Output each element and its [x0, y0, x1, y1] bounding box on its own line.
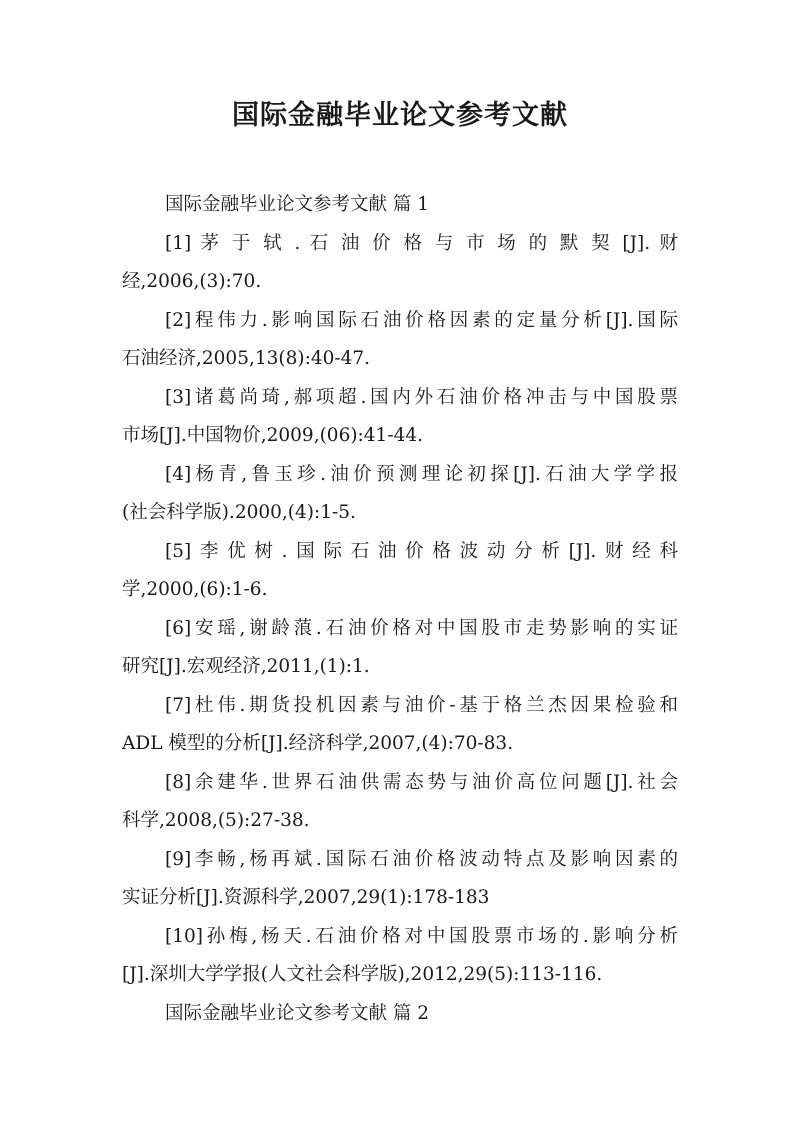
reference-line: [9]李畅,杨再斌.国际石油价格波动特点及影响因素的	[165, 848, 678, 870]
reference-line: [7]杜伟.期货投机因素与油价-基于格兰杰因果检验和	[165, 694, 678, 716]
reference-line: [4]杨青,鲁玉珍.油价预测理论初探[J].石油大学学报	[165, 463, 678, 485]
reference-4	[122, 456, 678, 533]
reference-1	[122, 225, 678, 302]
reference-line: [3]诸葛尚琦,郝项超.国内外石油价格冲击与中国股票	[165, 386, 678, 408]
reference-9	[122, 841, 678, 918]
section-heading-1: 国际金融毕业论文参考文献 篇 1	[165, 194, 430, 215]
reference-line: [J].深圳大学学报(人文社会科学版),2012,29(5):113-116.	[122, 964, 603, 985]
reference-line: [8]余建华.世界石油供需态势与油价高位问题[J].社会	[165, 771, 678, 793]
reference-10	[122, 918, 678, 995]
section-heading-2: 国际金融毕业论文参考文献 篇 2	[165, 1002, 430, 1024]
reference-line: [6]安瑶,谢龄蒗.石油价格对中国股市走势影响的实证	[165, 617, 678, 639]
reference-line: (社会科学版).2000,(4):1-5.	[122, 502, 356, 523]
reference-line: [10]孙梅,杨天.石油价格对中国股票市场的.影响分析	[165, 925, 678, 947]
reference-7	[122, 687, 678, 764]
reference-line: 学,2000,(6):1-6.	[122, 579, 268, 600]
reference-line: 经,2006,(3):70.	[122, 271, 262, 292]
reference-line: 科学,2008,(5):27-38.	[122, 810, 310, 831]
reference-2	[122, 302, 678, 379]
reference-3	[122, 379, 678, 456]
reference-line: [2]程伟力.影响国际石油价格因素的定量分析[J].国际	[165, 309, 678, 331]
reference-line: 实证分析[J].资源科学,2007,29(1):178-183	[122, 887, 490, 908]
reference-8	[122, 764, 678, 841]
reference-5	[122, 533, 678, 610]
reference-line: 研究[J].宏观经济,2011,(1):1.	[122, 656, 370, 677]
reference-line: [1] 茅 于 轼 . 石 油 价 格 与 市 场 的 默 契 [J]. 财	[165, 232, 678, 254]
reference-line: [5]李优树.国际石油价格波动分析[J].财经科	[165, 540, 678, 562]
reference-line: 石油经济,2005,13(8):40-47.	[122, 348, 371, 369]
reference-line: ADL 模型的分析[J].经济科学,2007,(4):70-83.	[122, 733, 514, 754]
document-title: 国际金融毕业论文参考文献	[232, 100, 568, 131]
reference-line: 市场[J].中国物价,2009,(06):41-44.	[122, 425, 423, 446]
document-body	[122, 186, 678, 1033]
reference-6	[122, 610, 678, 687]
